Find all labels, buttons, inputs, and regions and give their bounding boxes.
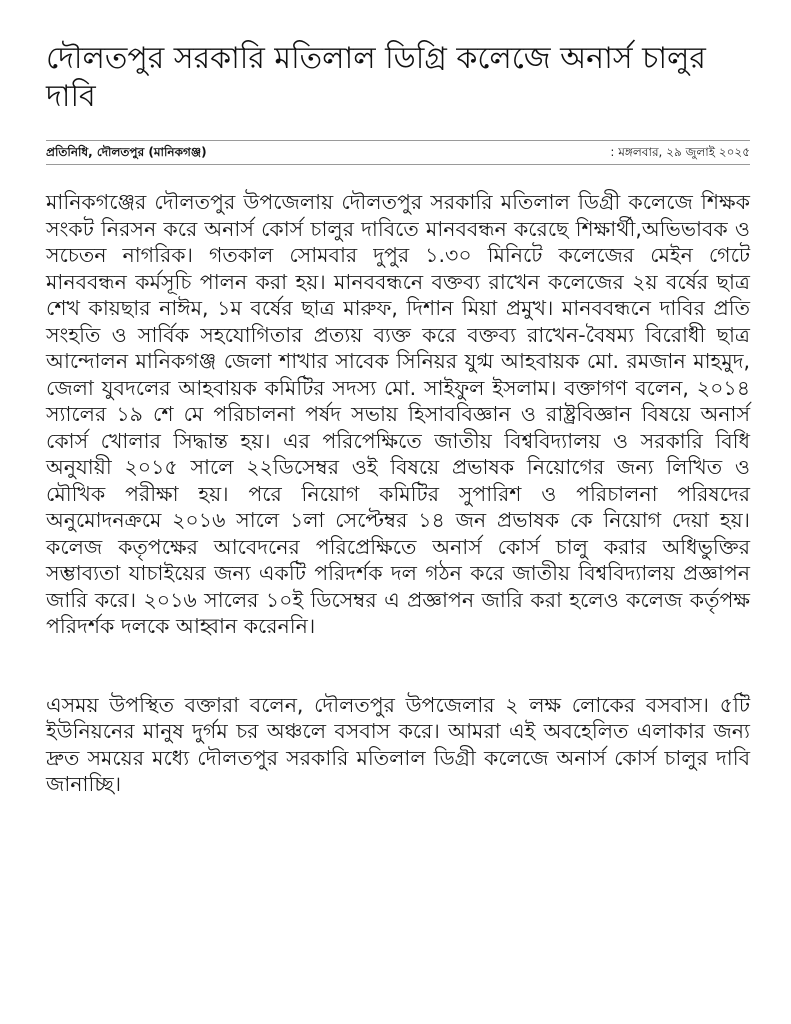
body-paragraph: এসময় উপস্থিত বক্তারা বলেন, দৌলতপুর উপজেলার ২ লক্ষ লোকের বসবাস। ৫টি ইউনিয়নের মানুষ দুর্গম চর অঞ্চলে বসবাস করে। আমরা এই অবহেলিত এলাকার জন্য দ্রুত সময়ের মধ্যে দৌলতপুর সরকারি মতিলাল ডিগ্রী কলেজে অনার্স কোর্স চালুর দাবি জানাচ্ছি।: [46, 692, 750, 796]
headline: দৌলতপুর সরকারি মতিলাল ডিগ্রি কলেজে অনার্স চালুর দাবি: [46, 41, 706, 114]
byline: [46, 140, 750, 165]
body-paragraph: মানিকগঞ্জের দৌলতপুর উপজেলায় দৌলতপুর সরকারি মতিলাল ডিগ্রী কলেজে শিক্ষক সংকট নিরসন করে অনার্স কোর্স চালুর দাবিতে মানববন্ধন করেছে শিক্ষার্থী,অভিভাবক ও সচেতন নাগরিক। গতকাল সোমবার দুপুর ১.৩০ মিনিটে কলেজের মেইন গেটে মানববন্ধন কর্মসূচি পালন করা হয়। মানববন্ধনে বক্তব্য রাখেন কলেজের ২য় বর্ষের ছাত্র শেখ কায়ছার নাঈম, ১ম বর্ষের ছাত্র মারুফ, দিশান মিয়া প্রমুখ। মানববন্ধনে দাবির প্রতি সংহতি ও সার্বিক সহযোগিতার প্রত্যয় ব্যক্ত করে বক্তব্য রাখেন-বৈষম্য বিরোধী ছাত্র আন্দোলন মানিকগঞ্জ জেলা শাখার সাবেক সিনিয়র যুগ্ম আহবায়ক মো. রমজান মাহমুদ, জেলা যুবদলের আহবায়ক কমিটির সদস্য মো. সাইফুল ইসলাম। বক্তাগণ বলেন, ২০১৪ স্যালের ১৯ শে মে পরিচালনা পর্ষদ সভায় হিসাববিজ্ঞান ও রাষ্ট্রবিজ্ঞান বিষয়ে অনার্স কোর্স খোলার সিদ্ধান্ত হয়। এর পরিপেক্ষিতে জাতীয় বিশ্ববিদ্যালয় ও সরকারি বিধি অনুযায়ী ২০১৫ সালে ২২ডিসেম্বর ওই বিষয়ে প্রভাষক নিয়োগের জন্য লিখিত ও মৌখিক পরীক্ষা হয়। পরে নিয়োগ কমিটির সুপারিশ ও পরিচালনা পরিষদের অনুমোদনক্রমে ২০১৬ সালে ১লা সেপ্টেম্বর ১৪ জন প্রভাষক কে নিয়োগ দেয়া হয়। কলেজ কতৃপক্ষের আবেদনের পরিপ্রেক্ষিতে অনার্স কোর্স চালু করার অধিভুক্তির সম্ভাব্যতা যাচাইয়ের জন্য একটি পরিদর্শক দল গঠন করে জাতীয় বিশ্ববিদ্যালয় প্রজ্ঞাপন জারি করে। ২০১৬ সালের ১০ই ডিসেম্বর এ প্রজ্ঞাপন জারি করা হলেও কলেজ কর্তৃপক্ষ পরিদর্শক দলকে আহ্বান করেননি।: [46, 190, 751, 638]
article: [46, 40, 750, 798]
article-body: [46, 189, 750, 798]
byline-author: প্রতিনিধি, দৌলতপুর (মানিকগঞ্জ): [46, 145, 207, 159]
byline-date: : মঙ্গলবার, ২৯ জুলাই ২০২৫: [610, 145, 750, 159]
